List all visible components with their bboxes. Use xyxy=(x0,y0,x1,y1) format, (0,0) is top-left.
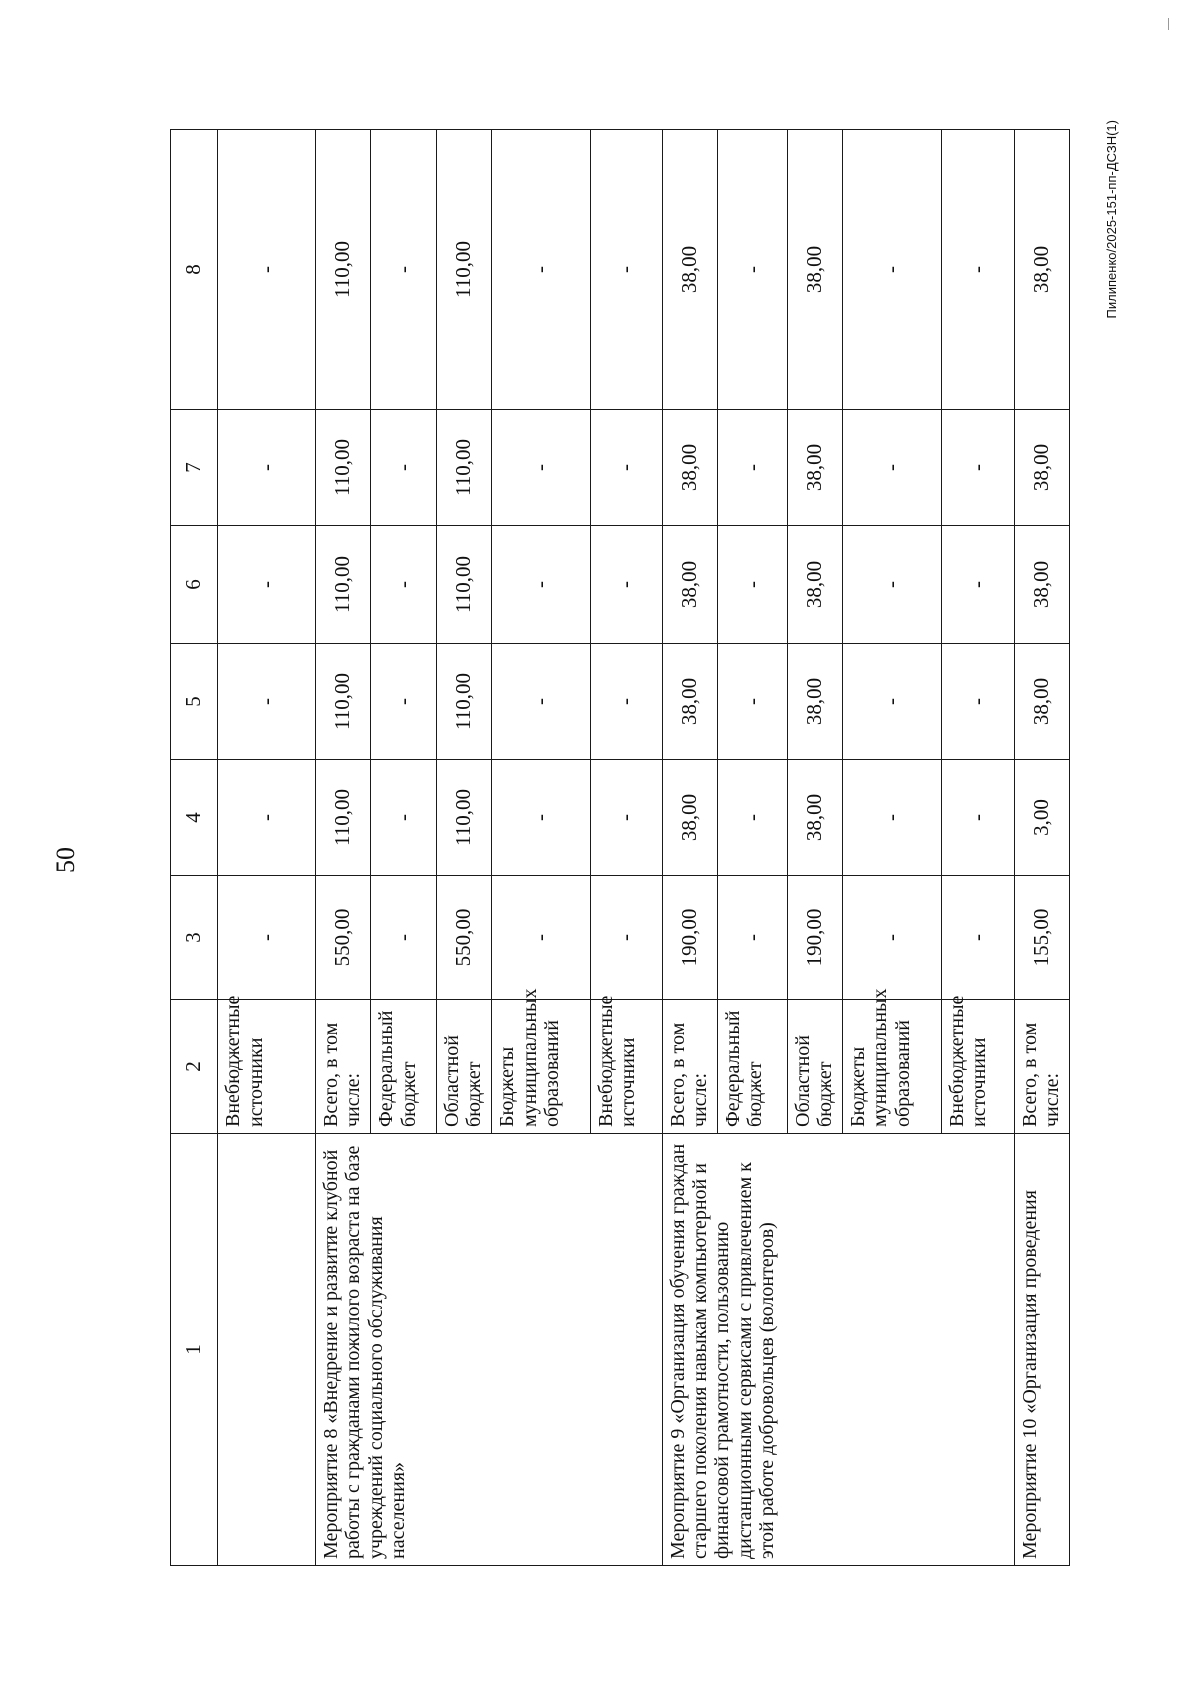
header-cell-3: 3 xyxy=(171,876,218,1000)
value-cell: 38,00 xyxy=(662,760,717,876)
value-cell: - xyxy=(843,410,942,526)
source-cell: Всего, в том числе: xyxy=(315,1000,370,1134)
value-cell: - xyxy=(717,410,787,526)
value-cell: 110,00 xyxy=(436,644,491,760)
page-number: 50 xyxy=(51,847,80,873)
source-cell: Бюджеты муниципальных образований xyxy=(492,1000,591,1134)
value-cell: 38,00 xyxy=(1014,526,1069,644)
value-cell: 110,00 xyxy=(315,130,370,410)
rotated-sheet xyxy=(170,130,1070,1566)
value-cell: - xyxy=(843,876,942,1000)
source-cell: Внебюджетные источники xyxy=(218,1000,316,1134)
value-cell: - xyxy=(492,410,591,526)
source-cell: Федеральный бюджет xyxy=(717,1000,787,1134)
value-cell: - xyxy=(590,130,662,410)
source-cell: Внебюджетные источники xyxy=(590,1000,662,1134)
value-cell: - xyxy=(590,760,662,876)
value-cell: 190,00 xyxy=(787,876,842,1000)
value-cell: 110,00 xyxy=(436,760,491,876)
value-cell: 3,00 xyxy=(1014,760,1069,876)
value-cell: 38,00 xyxy=(1014,410,1069,526)
value-cell: 110,00 xyxy=(315,644,370,760)
value-cell: 190,00 xyxy=(662,876,717,1000)
budget-table xyxy=(170,129,1070,1566)
value-cell: - xyxy=(218,876,316,1000)
table-row xyxy=(1014,130,1069,1566)
value-cell: - xyxy=(492,876,591,1000)
table-row xyxy=(218,130,316,1566)
value-cell: - xyxy=(218,526,316,644)
value-cell: - xyxy=(590,876,662,1000)
value-cell: - xyxy=(590,410,662,526)
header-cell-7: 7 xyxy=(171,410,218,526)
value-cell: - xyxy=(941,130,1014,410)
source-cell: Областной бюджет xyxy=(787,1000,842,1134)
header-cell-4: 4 xyxy=(171,760,218,876)
value-cell: - xyxy=(371,760,437,876)
value-cell: 550,00 xyxy=(315,876,370,1000)
header-cell-6: 6 xyxy=(171,526,218,644)
table-row xyxy=(662,130,717,1566)
source-cell: Всего, в том числе: xyxy=(662,1000,717,1134)
value-cell: - xyxy=(371,130,437,410)
value-cell: - xyxy=(492,526,591,644)
value-cell: 110,00 xyxy=(436,130,491,410)
header-cell-1: 1 xyxy=(171,1134,218,1566)
value-cell: - xyxy=(590,526,662,644)
value-cell: - xyxy=(371,526,437,644)
value-cell: 38,00 xyxy=(787,410,842,526)
value-cell: - xyxy=(843,526,942,644)
value-cell: 110,00 xyxy=(436,526,491,644)
value-cell: - xyxy=(717,760,787,876)
table-row xyxy=(315,130,370,1566)
scan-mark xyxy=(1168,18,1169,30)
value-cell: 110,00 xyxy=(315,760,370,876)
value-cell: - xyxy=(218,130,316,410)
value-cell: 550,00 xyxy=(436,876,491,1000)
value-cell: 38,00 xyxy=(1014,130,1069,410)
activity-cell-empty xyxy=(218,1134,316,1566)
value-cell: - xyxy=(371,410,437,526)
header-cell-5: 5 xyxy=(171,644,218,760)
value-cell: - xyxy=(717,130,787,410)
value-cell: - xyxy=(941,876,1014,1000)
source-cell: Внебюджетные источники xyxy=(941,1000,1014,1134)
source-cell: Бюджеты муниципальных образований xyxy=(843,1000,942,1134)
value-cell: 110,00 xyxy=(436,410,491,526)
value-cell: - xyxy=(492,644,591,760)
value-cell: 110,00 xyxy=(315,526,370,644)
value-cell: - xyxy=(371,876,437,1000)
value-cell: - xyxy=(218,644,316,760)
source-cell: Всего, в том числе: xyxy=(1014,1000,1069,1134)
value-cell: - xyxy=(941,644,1014,760)
document-id-footer: Пилипенко/2025-151-пп-ДСЗН(1) xyxy=(1104,120,1119,319)
value-cell: 38,00 xyxy=(662,410,717,526)
value-cell: 38,00 xyxy=(787,760,842,876)
value-cell: - xyxy=(941,760,1014,876)
value-cell: - xyxy=(941,410,1014,526)
value-cell: 38,00 xyxy=(662,526,717,644)
value-cell: - xyxy=(717,526,787,644)
value-cell: 155,00 xyxy=(1014,876,1069,1000)
value-cell: - xyxy=(843,760,942,876)
activity-cell-10: Мероприятие 10 «Организация проведения xyxy=(1014,1134,1069,1566)
value-cell: - xyxy=(218,410,316,526)
value-cell: - xyxy=(843,644,942,760)
header-cell-8: 8 xyxy=(171,130,218,410)
value-cell: - xyxy=(492,760,591,876)
value-cell: 38,00 xyxy=(787,130,842,410)
value-cell: 110,00 xyxy=(315,410,370,526)
source-cell: Областной бюджет xyxy=(436,1000,491,1134)
value-cell: - xyxy=(492,130,591,410)
value-cell: 38,00 xyxy=(662,130,717,410)
value-cell: - xyxy=(371,644,437,760)
value-cell: - xyxy=(218,760,316,876)
value-cell: - xyxy=(590,644,662,760)
activity-cell-8: Мероприятие 8 «Внедрение и развитие клубной работы с гражданами пожилого возраста на базе учреждений социального обслуживания населения» xyxy=(315,1134,662,1566)
activity-cell-9: Мероприятие 9 «Организация обучения граждан старшего поколения навыкам компьютерной и финансовой грамотности, пользованию дистанционными сервисами с привлечением к этой работе добровольцев (волонтеров) xyxy=(662,1134,1014,1566)
value-cell: - xyxy=(717,644,787,760)
value-cell: 38,00 xyxy=(1014,644,1069,760)
source-cell: Федеральный бюджет xyxy=(371,1000,437,1134)
value-cell: 38,00 xyxy=(662,644,717,760)
value-cell: - xyxy=(843,130,942,410)
value-cell: 38,00 xyxy=(787,526,842,644)
value-cell: - xyxy=(941,526,1014,644)
header-row xyxy=(171,130,218,1566)
value-cell: - xyxy=(717,876,787,1000)
value-cell: 38,00 xyxy=(787,644,842,760)
header-cell-2: 2 xyxy=(171,1000,218,1134)
